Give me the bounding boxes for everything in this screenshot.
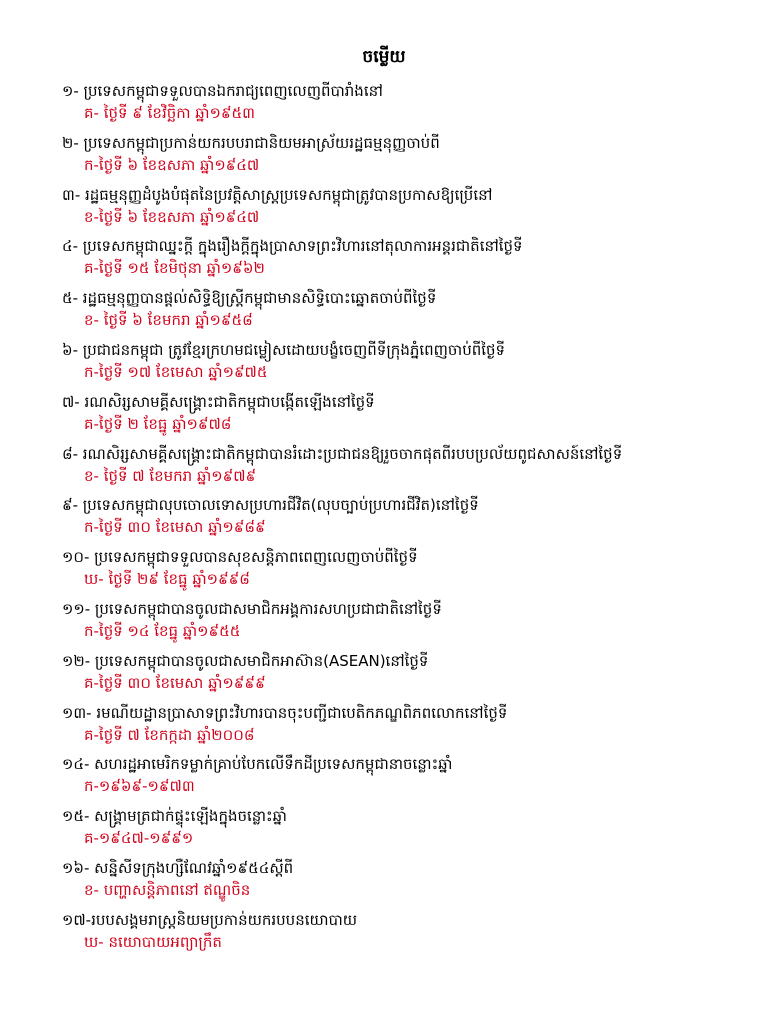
answer-item [62,132,752,184]
answer-text: គ-១៩៤៧-១៩៩១ [84,829,194,848]
answer-item [62,909,752,961]
answer-text: ខ- ថ្ងៃទី ៧ ខែមករា ឆ្នាំ១៩៧៩ [84,466,257,485]
question-text: ១៥- សង្គ្រាមត្រជាក់ផ្ទុះឡើងក្នុងចន្លោះឆ្នាំ [62,807,287,826]
question-text: ២- ប្រទេសកម្ពុជាប្រកាន់យករបបរាជានិយមអាស្រ័យរដ្ឋធម្មនុញ្ញចាប់ពី [62,133,440,152]
question-text: ៣- រដ្ឋធម្មនុញ្ញដំបូងបំផុតនៃប្រវត្តិសាស្រ្តប្រទេសកម្ពុជាត្រូវបានប្រកាសឱ្យប្រើនៅ [62,185,493,204]
question-text: ១៧-របបសង្គមរាស្ត្រនិយមប្រកាន់យករបបនយោបាយ [62,910,358,929]
question-text: ១០- ប្រទេសកម្ពុជាទទួលបានសុខសន្តិភាពពេញលេញចាប់ពីថ្ងៃទី [62,548,418,567]
answer-text: ឃ- នយោបាយអព្យាក្រឹត [84,932,222,951]
answer-item [62,339,752,391]
answer-item [62,391,752,443]
question-text: ៤- ប្រទេសកម្ពុជាឈ្នះក្តី ក្នុងរឿងក្តីក្នុងប្រាសាទព្រះវិហារនៅតុលាការអន្តរជាតិនៅថ្ងៃទី [62,237,523,256]
question-text: ៩- ប្រទេសកម្ពុជាលុបចោលទោសប្រហារជីវិត(លុបច្បាប់ប្រហារជីវិត)នៅថ្ងៃទី [62,496,479,515]
question-text: ១៣- រមណីយដ្ឋានប្រាសាទព្រះវិហារបានចុះបញ្ជីជាបេតិកភណ្ឌពិភពលោកនៅថ្ងៃទី [62,703,508,722]
answer-item [62,443,752,495]
page-title: ចម្លើយ [362,47,406,67]
answer-text: ក-ថ្ងៃទី ៣០ ខែមេសា ឆ្នាំ១៩៨៩ [84,518,266,537]
answer-text: ក-ថ្ងៃទី ៦ ខែឧសភា ឆ្នាំ១៩៤៧ [84,155,260,174]
question-text: ៧- រណសិរ្សសាមគ្គីសង្គ្រោះជាតិកម្ពុជាបង្កើតឡើងនៅថ្ងៃទី [62,392,375,411]
answer-item [62,287,752,339]
answer-text: ក-ថ្ងៃទី ១៧ ខែមេសា ឆ្នាំ១៩៧៥ [84,362,268,381]
answer-item [62,494,752,546]
question-text: ១១- ប្រទេសកម្ពុជាបានចូលជាសមាជិកអង្គការសហប្រជាជាតិនៅថ្ងៃទី [62,599,442,618]
answer-text: គ- ថ្ងៃទី ៩ ខែវិច្ឆិកា ឆ្នាំ១៩៥៣ [84,104,255,122]
answer-text: គ-ថ្ងៃទី ១៥ ខែមិថុនា ឆ្នាំ១៩៦២ [84,259,265,278]
answer-item [62,650,752,702]
answer-text: ខ- ថ្ងៃទី ៦ ខែមករា ឆ្នាំ១៩៥៨ [84,311,253,330]
answer-text: ខ- បញ្ហាសន្តិភាពនៅ ឥណ្ឌូចិន [84,880,251,899]
question-text: ១៤- សហរដ្ឋអាមេរិកទម្លាក់គ្រាប់បែកលើទឹកដីប្រទេសកម្ពុជានាចន្លោះឆ្នាំ [62,755,453,774]
question-text: ១២- ប្រទេសកម្ពុជាបានចូលជាសមាជិកអាស៊ាន(ASEAN)នៅថ្ងៃទី [62,651,429,670]
answer-text: ខ-ថ្ងៃទី ៦ ខែឧសភា ឆ្នាំ១៩៤៧ [84,207,260,226]
question-text: ៥- រដ្ឋធម្មនុញ្ញបានផ្តល់សិទ្ធិឱ្យស្ត្រីកម្ពុជាមានសិទ្ធិបោះឆ្នោតចាប់ពីថ្ងៃទី [62,289,437,308]
answer-text: គ-ថ្ងៃទី ៧ ខែកក្កដា ឆ្នាំ២០០៨ [84,725,255,744]
answer-text: គ-ថ្ងៃទី ៣០ ខែមេសា ឆ្នាំ១៩៩៩ [84,673,266,692]
answer-item [62,805,752,857]
answer-text: ឃ- ថ្ងៃទី ២៩ ខែធ្នូ ឆ្នាំ១៩៩៨ [84,570,250,589]
question-text: ១- ប្រទេសកម្ពុជាទទួលបានឯករាជ្យពេញលេញពីបារាំងនៅ [62,82,383,100]
answer-text: គ-ថ្ងៃទី ២ ខែធ្នូ ឆ្នាំ១៩៧៨ [84,414,232,433]
answer-item [62,80,752,132]
answer-item [62,546,752,598]
answer-text: ក-១៩៦៩-១៩៧៣ [84,777,195,796]
answer-list [62,80,752,961]
answer-item [62,753,752,805]
answer-item [62,184,752,236]
answer-text: ក-ថ្ងៃទី ១៤ ខែធ្នូ ឆ្នាំ១៩៥៥ [84,621,241,640]
answer-item [62,702,752,754]
question-text: ១៦- សន្និសីទក្រុងហ្សឺណែវឆ្នាំ១៩៥៤ស្តីពី [62,858,294,877]
question-text: ៦- ប្រជាជនកម្ពុជា ត្រូវខ្មែរក្រហមជម្លៀសដោយបង្ខំចេញពីទីក្រុងភ្នំពេញចាប់ពីថ្ងៃទី [62,340,506,359]
answer-item [62,857,752,909]
answer-item [62,598,752,650]
answer-item [62,235,752,287]
question-text: ៨- រណសិរ្សសាមគ្គីសង្គ្រោះជាតិកម្ពុជាបានរំដោះប្រជាជនឱ្យរួចចាកផុតពីរបបប្រល័យពូជសាសន៍នៅថ្ងៃទី [62,444,623,463]
